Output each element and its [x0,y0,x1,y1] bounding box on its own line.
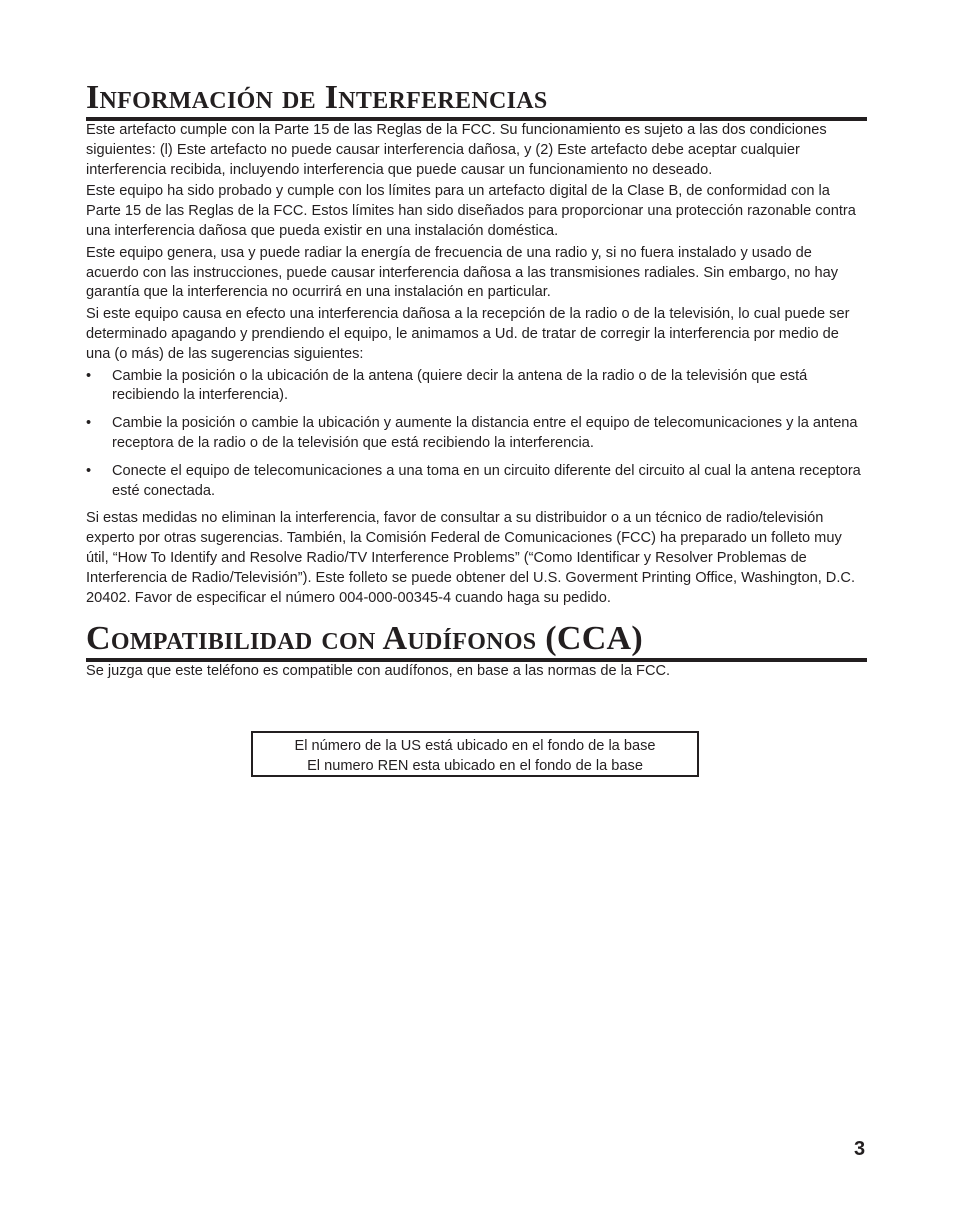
bullet-icon: • [86,367,92,384]
paragraph-radio-energy: Este equipo genera, usa y puede radiar la energía de frecuencia de una radio y, si no fuera instalado y usado de acuerdo con las instrucciones, puede causar interferencia dañosa a las transmisiones radiales. Sin embargo, no hay garantía que la interferencia no ocurrirá en una instalación en particular. [86,244,839,301]
page-number: 3 [854,1138,866,1160]
paragraph-fcc-compliance: Este artefacto cumple con la Parte 15 de las Reglas de la FCC. Su funcionamiento es sujeto a las dos condiciones siguientes: (l) Este artefacto no puede causar interferencia dañosa, y (2) Este artefacto debe aceptar cualquier interferencia recibida, incluyendo interferencia que puede causar un funcionamiento no deseado. [86,122,827,178]
list-item [86,367,867,407]
bullet-icon: • [86,462,92,479]
info-box [251,731,699,777]
list-item [86,462,867,502]
list-item [86,414,867,454]
hearing-aid-heading: Compatibilidad con Audífonos (CCA) [86,621,867,662]
paragraph-hearing-aid: Se juzga que este teléfono es compatible con audífonos, en base a las normas de la FCC. [86,663,671,680]
interference-heading: Información de Interferencias [86,80,867,121]
list-item-text: Conecte el equipo de telecomunicaciones a una toma en un circuito diferente del circuito al cual la antena receptora esté conectada. [112,462,861,499]
list-item-text: Cambie la posición o cambie la ubicación y aumente la distancia entre el equipo de telecomunicaciones y la antena receptora de la radio o de la televisión que está recibiendo la interferencia. [112,415,858,451]
paragraph-further-help: Si estas medidas no eliminan la interferencia, favor de consultar a su distribuidor o a un técnico de radio/televisión experto por otras sugerencias. También, la Comisión Federal de Comunicaciones (FCC) ha preparado un folleto muy útil, “How To Identify and Resolve Radio/TV Interference Problems” (“Como Identificar y Resolver Problemas de Interferencia de Radio/Televisión”). Este folleto se puede obtener del U.S. Goverment Printing Office, Washington, D.C. 20402. Favor de especificar el número 004-000-00345-4 cuando haga su pedido. [86,510,855,606]
info-box-line-ren-number: El numero REN esta ubicado en el fondo de la base [307,757,643,774]
page-content [86,80,867,682]
paragraph-class-b-limits: Este equipo ha sido probado y cumple con los límites para un artefacto digital de la Clase B, de conformidad con la Parte 15 de las Reglas de la FCC. Estos límites han sido diseñados para proporcionar una protección razonable contra una interferencia dañosa que pueda existir en una instalación doméstica. [86,183,856,239]
bullet-icon: • [86,415,92,432]
paragraph-interference-correction: Si este equipo causa en efecto una interferencia dañosa a la recepción de la radio o de la televisión, lo cual puede ser determinado apagando y prendiendo el equipo, le animamos a Ud. de tratar de corregir la interferencia por medio de una (o más) de las sugerencias siguientes: [86,306,850,362]
info-box-line-us-number: El número de la US está ubicado en el fondo de la base [294,738,656,754]
list-item-text: Cambie la posición o la ubicación de la antena (quiere decir la antena de la radio o de la televisión que está recibiendo la interferencia). [112,367,808,404]
suggestion-list [86,367,867,502]
